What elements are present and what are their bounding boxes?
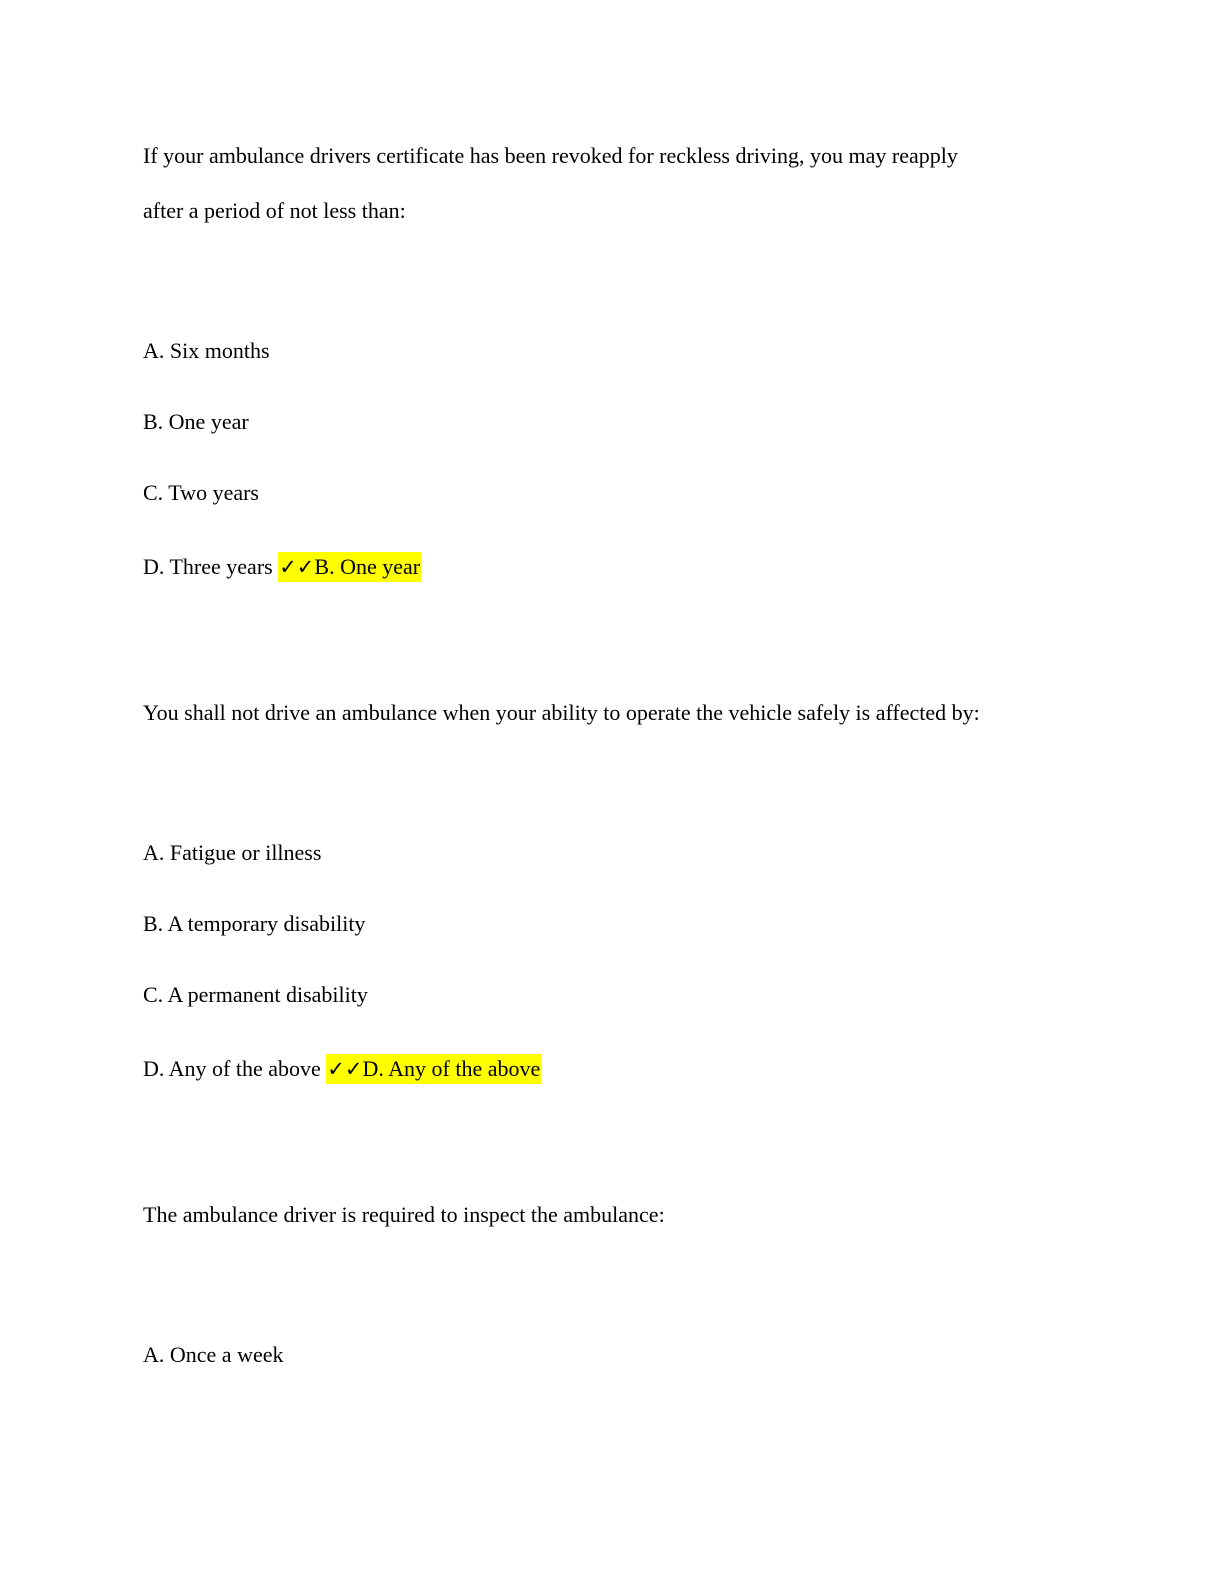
question-2-prompt-line-1: You shall not drive an ambulance when your ability to operate the vehicle safely is affected by:	[143, 700, 980, 725]
question-2-option-c: C. A permanent disability	[143, 982, 368, 1007]
checkmark-icon: ✓✓	[279, 555, 315, 579]
question-1-prompt-line-1: If your ambulance drivers certificate has been revoked for reckless driving, you may reapply	[143, 143, 958, 168]
question-1-option-b: B. One year	[143, 409, 249, 434]
question-1-prompt-line-2: after a period of not less than:	[143, 198, 406, 223]
question-1-option-c: C. Two years	[143, 480, 259, 505]
question-3-prompt-line-1: The ambulance driver is required to inspect the ambulance:	[143, 1202, 665, 1227]
question-2-option-d: D. Any of the above	[143, 1056, 321, 1081]
question-1-answer-highlight	[278, 552, 421, 582]
question-1-option-a: A. Six months	[143, 338, 270, 363]
question-2-option-b: B. A temporary disability	[143, 911, 366, 936]
question-2-answer-text: D. Any of the above	[362, 1056, 541, 1081]
question-1-option-d: D. Three years	[143, 554, 273, 579]
question-1-answer-text: B. One year	[314, 554, 421, 579]
question-2-option-a: A. Fatigue or illness	[143, 840, 322, 865]
question-1-option-d-row	[143, 553, 421, 581]
checkmark-icon: ✓✓	[327, 1057, 363, 1081]
question-3-option-a: A. Once a week	[143, 1342, 284, 1367]
question-2-answer-highlight	[326, 1054, 541, 1084]
question-2-option-d-row	[143, 1055, 541, 1083]
